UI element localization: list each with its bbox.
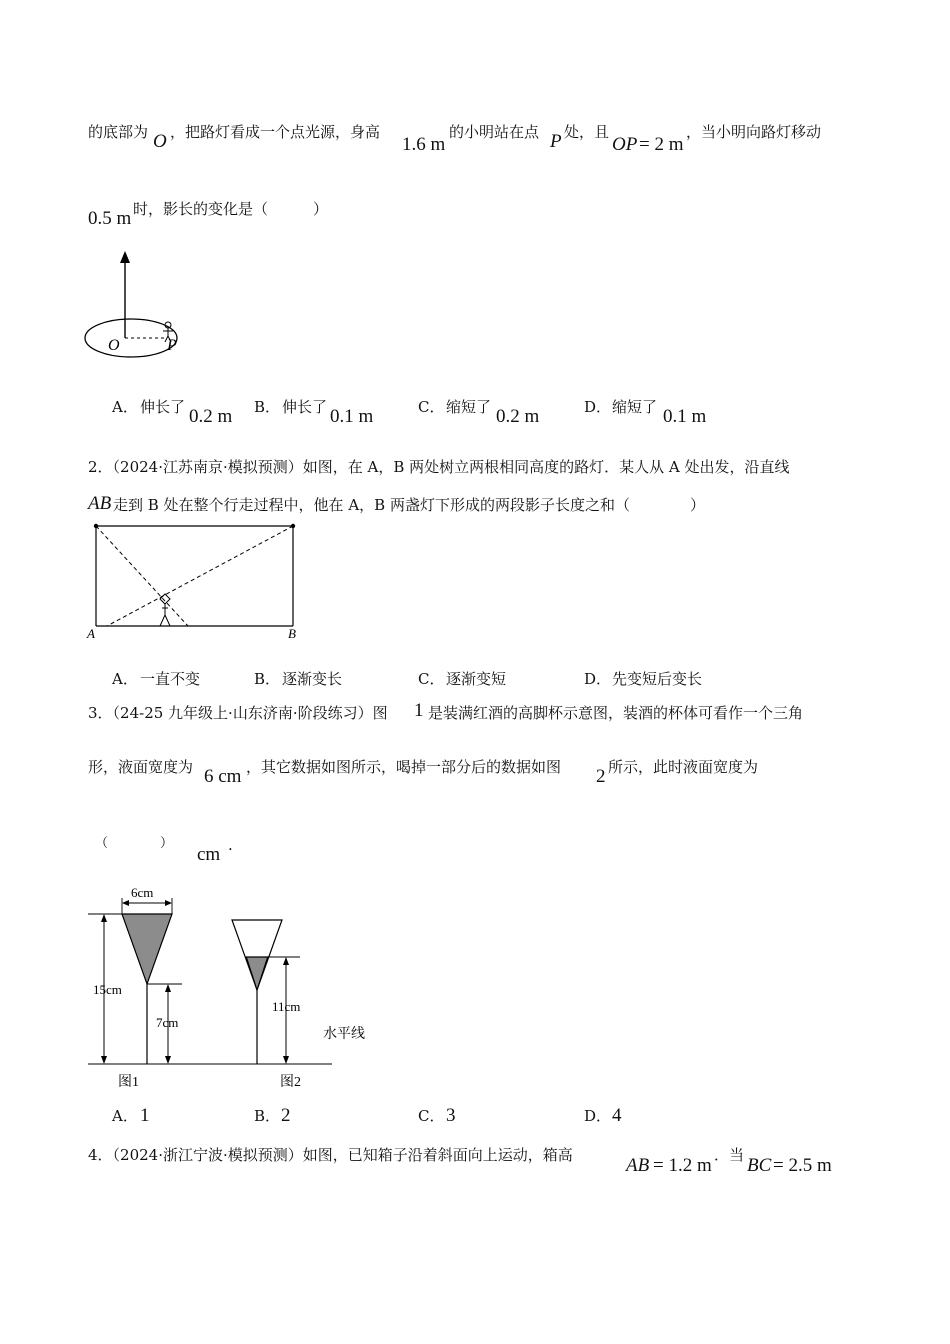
q1-height-value: 1.6 m: [402, 134, 446, 155]
q1-op-value: = 2 m: [639, 134, 684, 155]
q1-text: 的小明站在点: [449, 123, 540, 141]
q3-stem: 所示，此时液面宽度为: [608, 758, 759, 776]
q1-option-d-letter[interactable]: D．: [584, 398, 612, 416]
q4-stem: 4．（2024·浙江宁波·模拟预测）如图，已知箱子沿着斜面向上运动，箱高: [88, 1146, 573, 1164]
q1-var-o: O: [153, 131, 167, 152]
q3-stem: 3．（24-25 九年级上·山东济南·阶段练习）图: [88, 704, 388, 722]
q3-option-b-letter[interactable]: B．: [254, 1107, 281, 1125]
q4-var-bc: BC: [747, 1155, 772, 1176]
q4-var-ab: AB: [626, 1155, 650, 1176]
q3-option-c-value: 3: [446, 1105, 456, 1126]
q3-width-value: 6 cm: [204, 766, 242, 787]
q3-fig-stem-height: 7cm: [156, 1015, 179, 1030]
q1-figure: [78, 248, 208, 360]
q4-ab-value: = 1.2 m: [653, 1155, 712, 1176]
q2-option-a-text: 一直不变: [140, 670, 201, 688]
q1-option-b-value: 0.1 m: [330, 406, 374, 427]
q2-stem-line2: 走到 B 处在整个行走过程中，他在 A，B 两盏灯下形成的两段影子长度之和（ ）: [113, 496, 705, 514]
q1-option-d-text: 缩短了: [612, 398, 658, 416]
q3-fig-number: 2: [596, 766, 606, 787]
q1-option-c-value: 0.2 m: [496, 406, 540, 427]
q3-option-b-value: 2: [281, 1105, 291, 1126]
q4-separator: ．当: [714, 1146, 745, 1164]
q3-stem: 是装满红酒的高脚杯示意图，装酒的杯体可看作一个三角: [428, 704, 804, 722]
q3-option-a-letter[interactable]: A．: [112, 1107, 138, 1125]
q2-fig-label-b: B: [288, 626, 296, 641]
q1-var-op: OP: [612, 134, 638, 155]
q3-option-c-letter[interactable]: C．: [418, 1107, 445, 1125]
q3-option-d-letter[interactable]: D．: [584, 1107, 612, 1125]
q2-var-ab: AB: [88, 493, 112, 514]
q3-stem: ，其它数据如图所示，喝掉一部分后的数据如图: [246, 758, 562, 776]
q3-fig-total-height: 15cm: [93, 982, 122, 997]
q2-option-c-letter[interactable]: C．: [418, 670, 445, 688]
q3-option-d-value: 4: [612, 1105, 622, 1126]
q3-fig2-caption: 图2: [280, 1075, 301, 1090]
q1-var-p: P: [550, 131, 562, 152]
q2-option-b-text: 逐渐变长: [282, 670, 343, 688]
q3-figure: [84, 880, 384, 1090]
q1-option-d-value: 0.1 m: [663, 406, 707, 427]
q2-option-b-letter[interactable]: B．: [254, 670, 281, 688]
q2-option-d-text: 先变短后变长: [612, 670, 703, 688]
q1-option-b-text: 伸长了: [282, 398, 328, 416]
q3-fig1-caption: 图1: [118, 1075, 139, 1090]
q1-text: 的底部为: [88, 123, 149, 141]
q3-unit: cm: [197, 844, 221, 865]
q1-fig-label-o: O: [108, 337, 120, 354]
q1-text: 时，影长的变化是（ ）: [133, 200, 329, 218]
q1-option-a-letter[interactable]: A．: [112, 398, 138, 416]
q1-option-b-letter[interactable]: B．: [254, 398, 281, 416]
q2-figure: [85, 520, 305, 644]
q3-answer-blank[interactable]: （ ）: [95, 836, 174, 851]
q2-stem-line1: 2．（2024·江苏南京·模拟预测）如图，在 A，B 两处树立两根相同高度的路灯．某人从 A 处出发，沿直线: [88, 458, 790, 476]
q2-option-d-letter[interactable]: D．: [584, 670, 612, 688]
q3-fig-width-label: 6cm: [131, 885, 154, 900]
q1-option-c-text: 缩短了: [446, 398, 492, 416]
q1-option-a-text: 伸长了: [140, 398, 186, 416]
q3-stem: 形，液面宽度为: [88, 758, 194, 776]
q1-text: ，把路灯看成一个点光源，身高: [170, 123, 381, 141]
q1-option-c-letter[interactable]: C．: [418, 398, 445, 416]
q3-period: .: [228, 836, 233, 854]
q1-option-a-value: 0.2 m: [189, 406, 233, 427]
q1-text: 处，且: [564, 123, 610, 141]
q4-bc-value: = 2.5 m: [773, 1155, 832, 1176]
q1-fig-label-p: P: [167, 337, 177, 354]
q2-option-a-letter[interactable]: A．: [112, 670, 138, 688]
q2-option-c-text: 逐渐变短: [446, 670, 507, 688]
q3-option-a-value: 1: [140, 1105, 150, 1126]
q2-fig-label-a: A: [87, 626, 95, 641]
q3-fig2-height: 11cm: [272, 999, 301, 1014]
q3-fig-horizon-label: 水平线: [323, 1027, 365, 1042]
q1-text: ，当小明向路灯移动: [686, 123, 822, 141]
q1-distance-value: 0.5 m: [88, 208, 132, 229]
q3-fig-number: 1: [414, 700, 424, 721]
